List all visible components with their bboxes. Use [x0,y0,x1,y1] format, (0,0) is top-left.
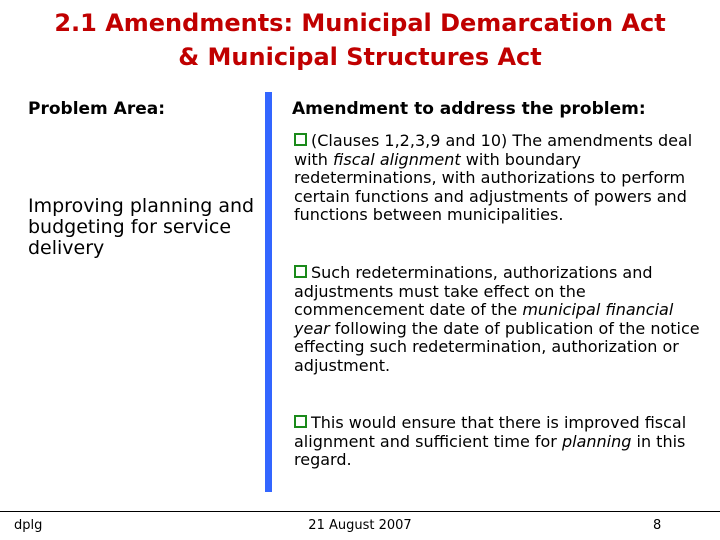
page-number: 8 [653,518,662,533]
slide-title [0,6,720,74]
bullet-3-text: This would ensure that there is improved fiscal alignment and sufficient time for [294,413,687,451]
footer-organization: dplg [14,518,43,533]
footer-divider [0,511,720,512]
checkbox-bullet-icon [294,133,307,146]
problem-area-heading: Problem Area: [28,99,166,119]
column-divider [265,92,272,492]
footer-date: 21 August 2007 [308,518,412,533]
bullet-3-text-cont: in this regard. [294,431,686,469]
bullet-3-italic: planning [561,431,632,451]
amendment-heading: Amendment to address the problem: [292,99,646,119]
bullet-2-text: Such redeterminations, authorizations and adjustments must take effect on the commencement date of the [294,263,653,319]
amendment-bullet-2 [294,264,704,375]
problem-area-text: Improving planning and budgeting for service delivery [28,195,255,259]
checkbox-bullet-icon [294,415,307,428]
bullet-1-italic: fiscal alignment [333,149,461,169]
bullet-1-text: (Clauses 1,2,3,9 and 10) The amendments deal with [294,131,693,169]
checkbox-bullet-icon [294,265,307,278]
bullet-2-italic: municipal financial year [294,300,674,338]
amendment-bullet-1 [294,132,704,225]
bullet-1-text-cont: with boundary redeterminations, with authorizations to perform certain functions and adjustments of powers and functions between municipalities. [294,149,687,224]
amendment-bullet-3 [294,414,704,470]
bullet-2-text-cont: following the date of publication of the notice effecting such redetermination, authorization or adjustment. [294,318,700,375]
slide-title-line-2: & Municipal Structures Act [178,43,542,71]
slide-title-line-1: 2.1 Amendments: Municipal Demarcation Act [54,9,666,37]
